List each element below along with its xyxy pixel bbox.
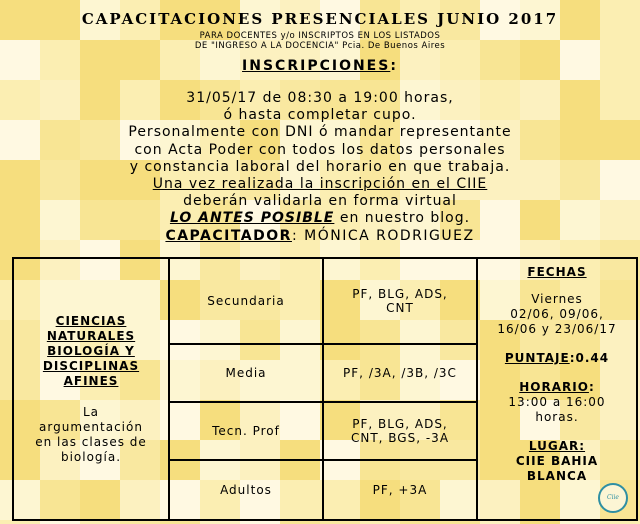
capacitador-label: CAPACITADOR — [165, 228, 292, 244]
subtitle-line-2: DE "INGRESO A LA DOCENCIA" Pcia. De Buenos Aires — [194, 41, 446, 51]
inscripciones-heading: INSCRIPCIONES: — [242, 58, 398, 74]
inscripciones-line: con Acta Poder con todos los datos personales — [134, 141, 506, 158]
puntaje: PUNTAJE:0.44 — [504, 351, 610, 365]
inscripciones-line: Una vez realizada la inscripción en el CIIE — [152, 176, 488, 193]
codes-cell: PF, +3A — [323, 460, 477, 520]
level-cell: Adultos — [169, 460, 323, 520]
course-area: CIENCIAS NATURALES BIOLOGÍA Y DISCIPLINAS AFINES — [42, 313, 140, 388]
ciie-seal-logo: Ciie — [598, 483, 628, 513]
course-table — [12, 257, 638, 521]
inscripciones-line: deberán validarla en forma virtual — [183, 193, 457, 210]
inscripciones-line: ó hasta completar cupo. — [223, 107, 417, 124]
horario-label: HORARIO: — [519, 380, 595, 394]
lugar-label: LUGAR: — [528, 439, 586, 453]
codes-cell: PF, /3A, /3B, /3C — [323, 344, 477, 402]
inscripciones-line: LO ANTES POSIBLE en nuestro blog. — [169, 210, 471, 227]
capacitador-name: : MÓNICA RODRIGUEZ — [291, 228, 475, 244]
subtitle-line-1: PARA DOCENTES y/o INSCRIPTOS EN LOS LISTADOS — [199, 31, 441, 41]
info-cell: FECHAS Viernes 02/06, 09/06, 16/06 y 23/06/17 PUNTAJE:0.44 HORARIO: 13:00 a 16:00 horas. LUGAR: CIIE BAHIA BLANCA — [477, 258, 637, 520]
course-area-cell — [13, 258, 169, 520]
inscripciones-line: 31/05/17 de 08:30 a 19:00 horas, — [186, 90, 454, 106]
emphasis-text: LO ANTES POSIBLE — [169, 210, 335, 227]
codes-cell: PF, BLG, ADS, CNT, BGS, -3A — [323, 402, 477, 460]
codes-cell: PF, BLG, ADS, CNT — [323, 258, 477, 344]
page-title: CAPACITACIONES PRESENCIALES JUNIO 2017 — [81, 10, 559, 28]
capacitador — [0, 228, 640, 244]
level-cell: Tecn. Prof — [169, 402, 323, 460]
level-cell: Media — [169, 344, 323, 402]
level-cell: Secundaria — [169, 258, 323, 344]
inscripciones-body — [0, 90, 640, 228]
inscripciones-line: Personalmente con DNI ó mandar representante — [128, 124, 512, 141]
fechas-label: FECHAS — [527, 265, 587, 279]
inscripciones-line: y constancia laboral del horario en que trabaja. — [129, 158, 511, 175]
course-topic: La argumentación en las clases de biología. — [35, 404, 147, 464]
